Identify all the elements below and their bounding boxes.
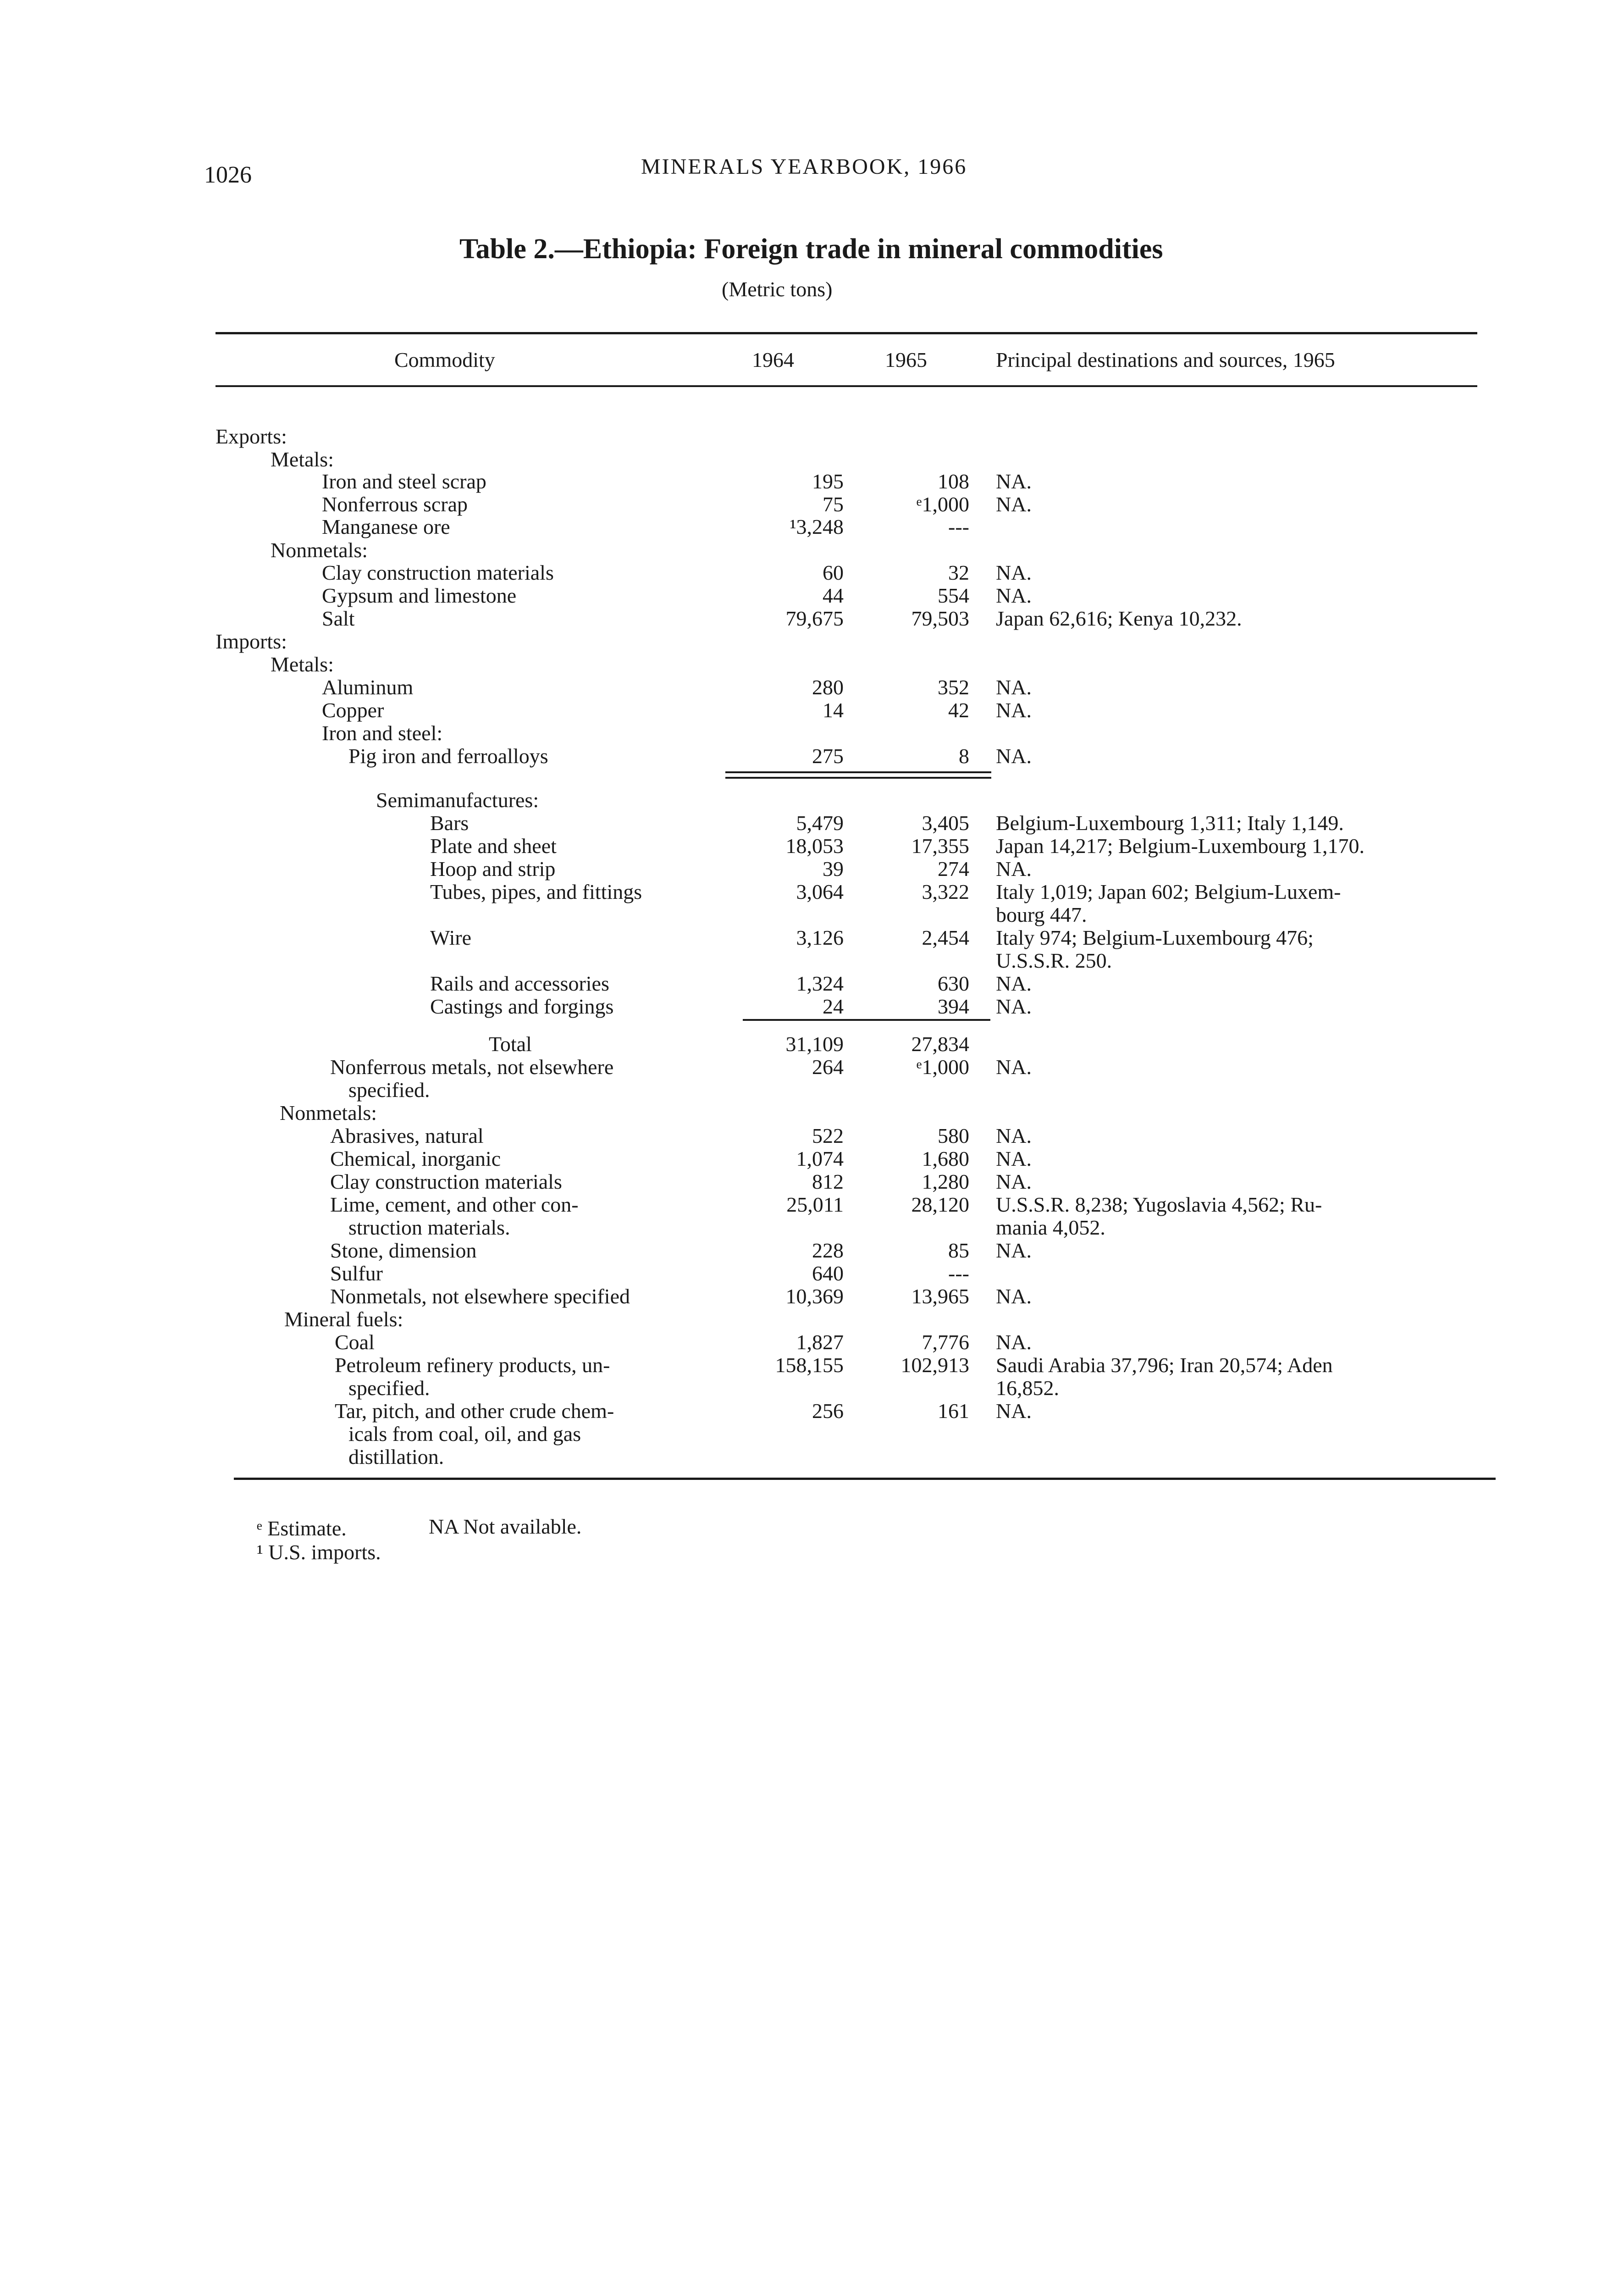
table-row [0,971,1624,995]
value-1964: 228 [812,1239,844,1262]
table-row [0,1353,1624,1377]
destination-text: NA. [996,584,1032,607]
value-1965: 8 [959,744,969,768]
row-label: Coal [335,1330,375,1354]
table-row [0,698,1624,722]
column-header-1965: 1965 [885,348,927,371]
value-1964: 75 [823,493,844,516]
destination-text: NA. [996,1055,1032,1079]
value-1965: 13,965 [911,1285,969,1308]
destination-text: Japan 14,217; Belgium-Luxembourg 1,170. [996,834,1365,858]
value-1964: 3,126 [796,926,844,949]
destination-text: NA. [996,493,1032,516]
row-label: Tubes, pipes, and fittings [430,880,642,903]
table-row [0,1215,1624,1239]
destination-text: Japan 62,616; Kenya 10,232. [996,607,1242,630]
table-row [0,857,1624,881]
value-1965: 28,120 [911,1193,969,1216]
row-label: Mineral fuels: [284,1307,403,1331]
table-row [0,1192,1624,1216]
destination-text: NA. [996,1124,1032,1147]
table-row [0,948,1624,972]
table-row [0,1445,1624,1468]
table-row [0,560,1624,584]
table-row [0,721,1624,745]
table-row [0,1238,1624,1262]
destination-text: NA. [996,1330,1032,1354]
value-1964: 256 [812,1399,844,1423]
row-label: Rails and accessories [430,972,609,995]
footnote-estimate: ᵉ Estimate. [257,1517,347,1540]
value-1965: 42 [948,698,969,722]
running-head: MINERALS YEARBOOK, 1966 [641,155,967,179]
value-1965: ᵉ1,000 [916,493,969,516]
row-label: Semimanufactures: [376,788,539,812]
table-row [0,1032,1624,1056]
table-row [0,1124,1624,1147]
value-1964: 275 [812,744,844,768]
table-row [0,1101,1624,1124]
table-row [0,629,1624,653]
row-label: Lime, cement, and other con- [330,1193,579,1216]
row-label: Pig iron and ferroalloys [348,744,548,768]
value-1965: 554 [938,584,969,607]
value-1965: 85 [948,1239,969,1262]
value-1965: 580 [938,1124,969,1147]
destination-text: Belgium-Luxembourg 1,311; Italy 1,149. [996,811,1344,835]
table-row [0,469,1624,493]
value-1964: 158,155 [775,1353,844,1377]
value-1965: 27,834 [911,1032,969,1056]
value-1965: 630 [938,972,969,995]
value-1965: 394 [938,995,969,1018]
destination-text: NA. [996,561,1032,584]
value-1965: 108 [938,470,969,493]
destination-text: U.S.S.R. 250. [996,949,1112,972]
table-row [0,538,1624,562]
row-label: Exports: [215,425,287,448]
row-label: Castings and forgings [430,995,614,1018]
row-label: icals from coal, oil, and gas [348,1422,581,1446]
destination-text: NA. [996,470,1032,493]
table-row [0,925,1624,949]
table-row [0,515,1624,538]
table-row [0,834,1624,858]
row-label: Wire [430,926,472,949]
row-label: Manganese ore [322,515,450,538]
value-1964: 3,064 [796,880,844,903]
row-label: specified. [348,1078,430,1102]
row-label: Nonferrous scrap [322,493,468,516]
value-1964: 812 [812,1170,844,1193]
row-label: Clay construction materials [330,1170,562,1193]
row-label: distillation. [348,1445,444,1468]
destination-text: Italy 974; Belgium-Luxembourg 476; [996,926,1314,949]
value-1965: 7,776 [922,1330,969,1354]
value-1964: 5,479 [796,811,844,835]
table-row [0,880,1624,903]
value-1964: 1,827 [796,1330,844,1354]
table-title: Table 2.—Ethiopia: Foreign trade in mineral commodities [459,233,1163,265]
destination-text: bourg 447. [996,903,1087,926]
value-1965: 2,454 [922,926,969,949]
table-row [0,1376,1624,1400]
row-label: Gypsum and limestone [322,584,517,607]
table-row [0,994,1624,1018]
column-header-destinations: Principal destinations and sources, 1965 [996,348,1335,371]
value-1965: 17,355 [911,834,969,858]
table-row [0,1284,1624,1308]
value-1964: 44 [823,584,844,607]
value-1965: 3,322 [922,880,969,903]
table-header-rule [215,385,1477,387]
row-label: Metals: [271,448,334,471]
row-label: Iron and steel: [322,721,443,745]
pig-iron-double-rule-top [725,771,991,773]
value-1964: 31,109 [785,1032,844,1056]
value-1965: --- [948,515,969,538]
row-label: Nonmetals: [280,1101,377,1124]
table-bottom-rule [234,1478,1496,1480]
table-row [0,1261,1624,1285]
value-1964: 264 [812,1055,844,1079]
table-row [0,1169,1624,1193]
value-1964: 18,053 [785,834,844,858]
value-1964: 640 [812,1262,844,1285]
row-label: Bars [430,811,469,835]
value-1964: 14 [823,698,844,722]
table-row [0,1146,1624,1170]
destination-text: U.S.S.R. 8,238; Yugoslavia 4,562; Ru- [996,1193,1322,1216]
value-1965: 1,280 [922,1170,969,1193]
row-label: Aluminum [322,676,414,699]
row-label: Stone, dimension [330,1239,477,1262]
value-1964: 522 [812,1124,844,1147]
table-row [0,447,1624,471]
table-row [0,1307,1624,1331]
row-label: Clay construction materials [322,561,554,584]
table-row [0,424,1624,448]
destination-text: NA. [996,857,1032,881]
table-row [0,1055,1624,1079]
destination-text: NA. [996,1147,1032,1170]
table-row [0,1422,1624,1446]
row-label: Imports: [215,630,287,653]
footnote-na: NA Not available. [429,1515,582,1538]
value-1964: 1,074 [796,1147,844,1170]
value-1965: 3,405 [922,811,969,835]
value-1965: 79,503 [911,607,969,630]
table-row [0,652,1624,676]
value-1964: 10,369 [785,1285,844,1308]
table-row [0,492,1624,516]
row-label: Salt [322,607,355,630]
value-1965: ᵉ1,000 [916,1055,969,1079]
destination-text: NA. [996,698,1032,722]
value-1965: 102,913 [900,1353,969,1377]
value-1965: 352 [938,676,969,699]
table-subtitle: (Metric tons) [722,277,833,301]
destination-text: 16,852. [996,1376,1059,1400]
value-1964: 25,011 [786,1193,844,1216]
row-label: Hoop and strip [430,857,556,881]
table-row [0,1399,1624,1423]
row-label: Nonmetals, not elsewhere specified [330,1285,630,1308]
destination-text: Saudi Arabia 37,796; Iran 20,574; Aden [996,1353,1333,1377]
table-row [0,788,1624,812]
table-row [0,606,1624,630]
table-row [0,811,1624,835]
destination-text: NA. [996,972,1032,995]
page-number: 1026 [204,162,252,188]
destination-text: NA. [996,1399,1032,1423]
table-row [0,1330,1624,1354]
value-1964: 195 [812,470,844,493]
row-label: struction materials. [348,1216,510,1239]
row-label: specified. [348,1376,430,1400]
row-label: Plate and sheet [430,834,557,858]
row-label: Chemical, inorganic [330,1147,501,1170]
row-label: Copper [322,698,384,722]
destination-text: mania 4,052. [996,1216,1105,1239]
row-label: Nonferrous metals, not elsewhere [330,1055,614,1079]
destination-text: Italy 1,019; Japan 602; Belgium-Luxem- [996,880,1341,903]
subtotal-rule [743,1019,990,1021]
destination-text: NA. [996,1170,1032,1193]
value-1965: 161 [938,1399,969,1423]
value-1965: 32 [948,561,969,584]
table-row [0,744,1624,768]
column-header-commodity: Commodity [394,348,495,371]
value-1965: 1,680 [922,1147,969,1170]
value-1964: 1,324 [796,972,844,995]
row-label: Sulfur [330,1262,383,1285]
row-label: Metals: [271,653,334,676]
destination-text: NA. [996,1285,1032,1308]
destination-text: NA. [996,744,1032,768]
value-1964: 39 [823,857,844,881]
footnote-us-imports: ¹ U.S. imports. [257,1540,381,1564]
row-label: Tar, pitch, and other crude chem- [335,1399,614,1423]
value-1964: 60 [823,561,844,584]
table-row [0,903,1624,926]
table-row [0,583,1624,607]
row-label: Iron and steel scrap [322,470,486,493]
value-1964: 24 [823,995,844,1018]
value-1964: 280 [812,676,844,699]
pig-iron-double-rule-bottom [725,777,991,779]
table-row [0,675,1624,699]
row-label: Abrasives, natural [330,1124,484,1147]
column-header-1964: 1964 [752,348,794,371]
value-1964: ¹3,248 [790,515,844,538]
value-1965: 274 [938,857,969,881]
value-1965: --- [948,1262,969,1285]
row-label: Petroleum refinery products, un- [335,1353,610,1377]
table-row [0,1078,1624,1102]
table-top-rule [215,332,1477,334]
row-label: Total [489,1032,532,1056]
destination-text: NA. [996,676,1032,699]
destination-text: NA. [996,995,1032,1018]
row-label: Nonmetals: [271,538,368,562]
value-1964: 79,675 [785,607,844,630]
destination-text: NA. [996,1239,1032,1262]
